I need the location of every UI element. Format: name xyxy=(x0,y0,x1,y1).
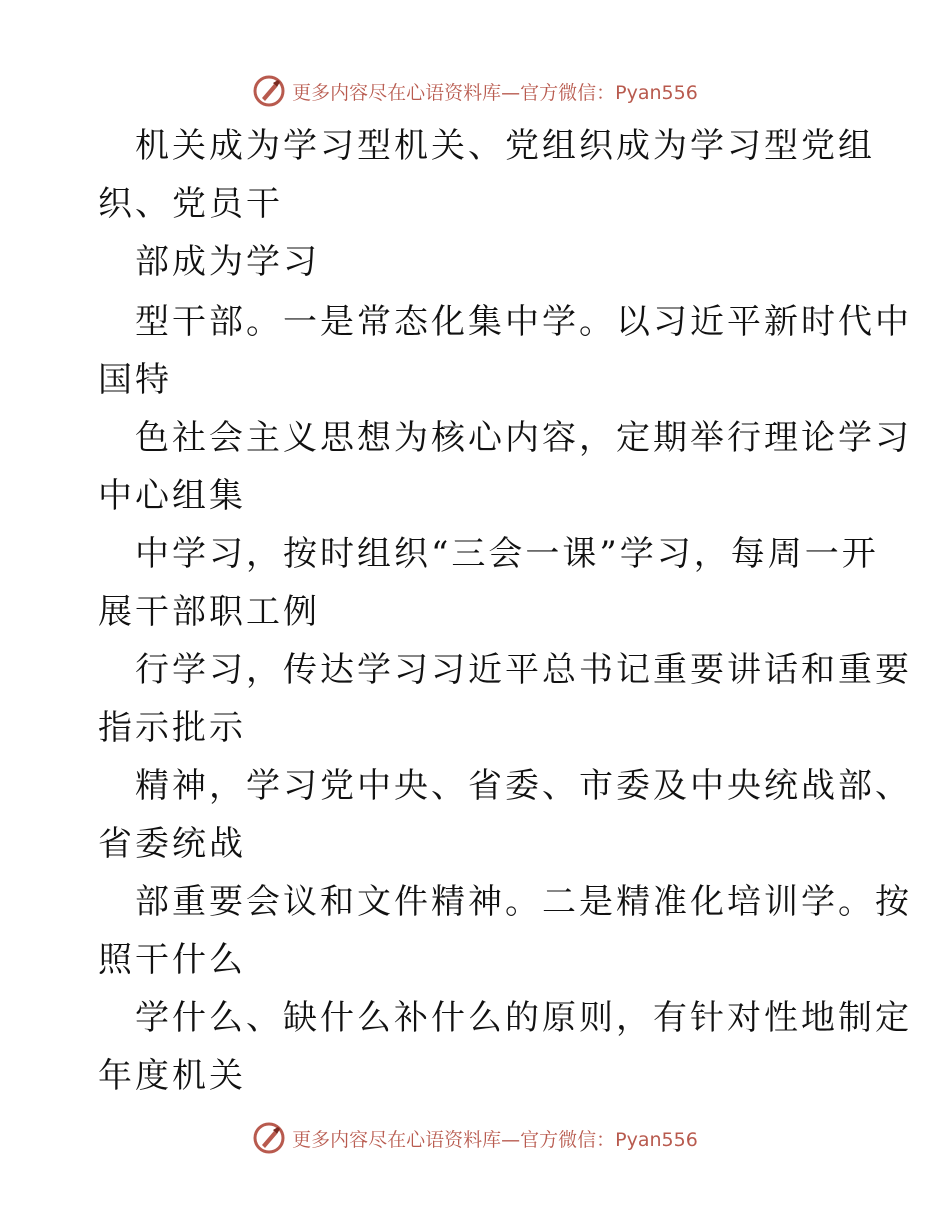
body-line: 部重要会议和文件精神。二是精准化培训学。按 xyxy=(135,882,912,922)
body-line: 省委统战 xyxy=(98,824,246,864)
footer-watermark xyxy=(0,1118,950,1158)
body-line: 中学习，按时组织“三会一课”学习，每周一开 xyxy=(135,534,879,574)
header-watermark xyxy=(0,71,950,111)
body-line: 中心组集 xyxy=(98,476,246,516)
body-line: 年度机关 xyxy=(98,1056,246,1096)
pen-nib-logo-icon xyxy=(252,74,286,108)
body-line: 织、党员干 xyxy=(98,184,283,224)
body-line: 色社会主义思想为核心内容，定期举行理论学习 xyxy=(135,418,912,458)
body-line: 部成为学习 xyxy=(135,242,320,282)
body-line: 学什么、缺什么补什么的原则，有针对性地制定 xyxy=(135,998,912,1038)
body-line: 展干部职工例 xyxy=(98,592,320,632)
watermark-text: 更多内容尽在心语资料库—官方微信：Pyan556 xyxy=(292,81,698,104)
body-line: 型干部。一是常态化集中学。以习近平新时代中 xyxy=(135,302,912,342)
body-line: 国特 xyxy=(98,360,172,400)
body-line: 行学习，传达学习习近平总书记重要讲话和重要 xyxy=(135,650,912,690)
body-line: 机关成为学习型机关、党组织成为学习型党组 xyxy=(135,126,875,166)
body-line: 指示批示 xyxy=(98,708,246,748)
body-line: 精神，学习党中央、省委、市委及中央统战部、 xyxy=(135,766,912,806)
body-line: 照干什么 xyxy=(98,940,246,980)
watermark-text: 更多内容尽在心语资料库—官方微信：Pyan556 xyxy=(292,1128,698,1151)
pen-nib-logo-icon xyxy=(252,1121,286,1155)
